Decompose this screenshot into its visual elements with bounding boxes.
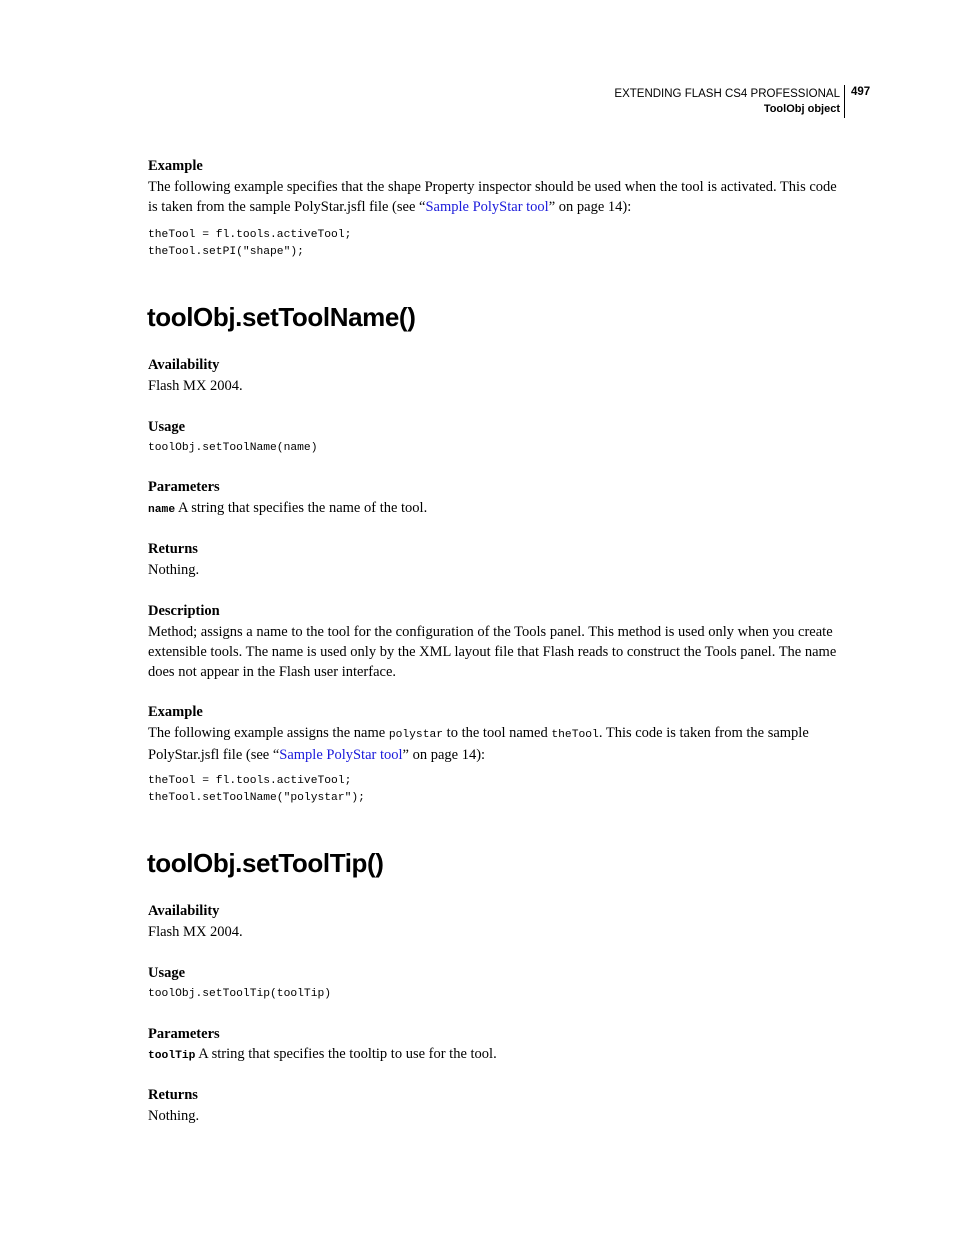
usage-heading: Usage xyxy=(148,419,186,435)
method-title: toolObj.setToolTip() xyxy=(147,848,384,878)
running-header-title: EXTENDING FLASH CS4 PROFESSIONAL xyxy=(614,88,840,100)
page-number: 497 xyxy=(851,86,871,98)
header-divider xyxy=(844,85,845,118)
code-line: theTool = fl.tools.activeTool; xyxy=(148,775,352,787)
code-line: theTool.setToolName("polystar"); xyxy=(148,792,365,804)
parameter-name: toolTip xyxy=(148,1050,196,1062)
example-paragraph: The following example specifies that the shape Property inspector should be used when the tool is activated. This code is taken from the sample PolyStar.jsfl file (see “Sample PolyStar tool” on page 14): xyxy=(148,179,837,215)
usage-code: toolObj.setToolTip(toolTip) xyxy=(148,988,332,1000)
returns-text: Nothing. xyxy=(148,1108,200,1124)
sample-polystar-link[interactable]: Sample PolyStar tool xyxy=(425,198,549,215)
returns-heading: Returns xyxy=(148,541,198,557)
running-header-section: ToolObj object xyxy=(763,103,840,115)
parameters-heading: Parameters xyxy=(148,479,220,495)
code-block xyxy=(148,227,351,261)
description-heading: Description xyxy=(148,603,220,619)
example-paragraph: The following example assigns the name polystar to the tool named theTool. This code is taken from the sample PolyStar.jsfl file (see “Sample PolyStar tool” on page 14): xyxy=(148,725,809,763)
parameter-row xyxy=(148,499,848,521)
availability-heading: Availability xyxy=(148,357,220,373)
usage-heading: Usage xyxy=(148,965,186,981)
availability-text: Flash MX 2004. xyxy=(148,378,243,394)
method-title: toolObj.setToolName() xyxy=(147,302,416,332)
sample-polystar-link[interactable]: Sample PolyStar tool xyxy=(279,746,403,763)
example-heading: Example xyxy=(148,158,203,174)
parameter-row xyxy=(148,1045,848,1067)
parameter-description: A string that specifies the name of the tool. xyxy=(177,500,428,516)
usage-code: toolObj.setToolName(name) xyxy=(148,442,318,454)
parameters-heading: Parameters xyxy=(148,1026,220,1042)
availability-heading: Availability xyxy=(148,903,220,919)
inline-code: polystar xyxy=(388,729,444,741)
returns-heading: Returns xyxy=(148,1087,198,1103)
parameter-name: name xyxy=(148,504,176,516)
parameter-description: A string that specifies the tooltip to use for the tool. xyxy=(198,1046,497,1062)
availability-text: Flash MX 2004. xyxy=(148,924,243,940)
returns-text: Nothing. xyxy=(148,562,200,578)
example-heading: Example xyxy=(148,704,203,720)
description-text: Method; assigns a name to the tool for the configuration of the Tools panel. This method is used only when you create extensible tools. The name is used only by the XML layout file that Flash reads to construct the Tools panel. The name does not appear in the Flash user interface. xyxy=(148,624,837,680)
code-line: theTool = fl.tools.activeTool; xyxy=(148,229,352,241)
code-line: theTool.setPI("shape"); xyxy=(148,246,304,258)
code-block xyxy=(148,773,365,807)
inline-code: theTool xyxy=(551,729,599,741)
